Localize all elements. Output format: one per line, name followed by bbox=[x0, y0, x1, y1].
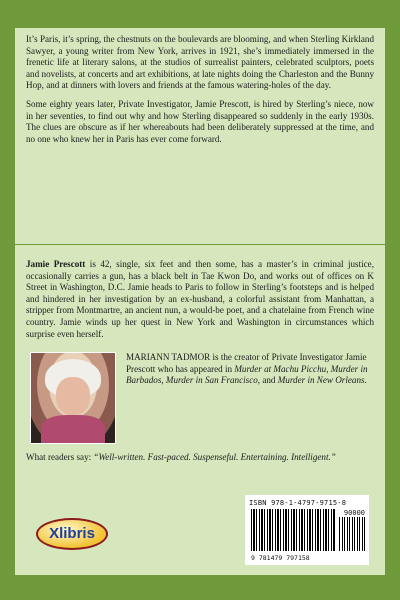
readers-label: What readers say: bbox=[26, 452, 94, 463]
book-title-1: Murder at Machu Picchu bbox=[234, 363, 327, 374]
barcode bbox=[245, 495, 369, 565]
price-barcode-bars bbox=[339, 517, 365, 551]
character-description: is 42, single, six feet and then some, has a master’s in criminal justice, occasionally carries a gun, has a black belt in Tae Kwon Do, and works out of offices on K Street in Washington, D.C. Jamie heads to Paris to follow in Sterling’s footsteps and is helped and hindered in her investigation by an ex-husband, a colorful assistant from Manhattan, a stripper from Montmartre, an ancient nun, a would-be poet, and a chatelaine from French wine country. Jamie winds up her quest in New York and Washington in circumstances which surprise even herself. bbox=[26, 259, 374, 339]
reader-reviews bbox=[26, 452, 374, 464]
author-photo bbox=[30, 352, 116, 444]
readers-quote: “Well-written. Fast-paced. Suspenseful. Entertaining. Intelligent.” bbox=[93, 452, 336, 463]
book-title-4: Murder in New Orleans bbox=[277, 375, 365, 386]
character-name: Jamie Prescott bbox=[26, 259, 86, 269]
description-paragraph-2: Some eighty years later, Private Investigator, Jamie Prescott, is hired by Sterling’s niece, now in her seventies, to find out why and how Sterling disappeared so suddenly in the early 1930s. The clues are obscure as if her whereabouts had been deliberately suppressed at the time, and no one who knew her in Paris has ever come forward. bbox=[26, 98, 374, 144]
publisher-logo: Xlibris bbox=[36, 518, 108, 550]
description-paragraph-1: It’s Paris, it’s spring, the chestnuts on the boulevards are blooming, and when Sterling Kirkland Sawyer, a young writer from New York, arrives in 1921, she’s immediately immersed in the frenetic life at literary salons, at the studios of surrealist painters, celebrated sculptors, poets and novelists, at concerts and art exhibitions, at late nights doing the Charleston and the Bunny Hop, and at dinners with lovers and friends at the famous watering-holes of the day. bbox=[26, 34, 374, 91]
author-section bbox=[26, 352, 374, 452]
author-bio: MARIANN TADMOR is the creator of Private Investigator Jamie Prescott who has appeared in Murder at Machu Picchu, Murder in Barbados, Murder in San Francisco, and Murder in New Orleans. bbox=[126, 352, 368, 386]
barcode-number: 9 781479 797158 bbox=[251, 554, 310, 562]
character-paragraph bbox=[26, 259, 374, 340]
book-title-2: Murder in Barbados bbox=[126, 363, 368, 386]
description-panel bbox=[15, 28, 385, 244]
book-title-3: Murder in San Francisco bbox=[165, 375, 258, 386]
barcode-bars bbox=[251, 509, 335, 551]
price-code: 90000 bbox=[343, 509, 365, 517]
isbn-text: ISBN 978-1-4797-9715-8 bbox=[249, 499, 347, 507]
